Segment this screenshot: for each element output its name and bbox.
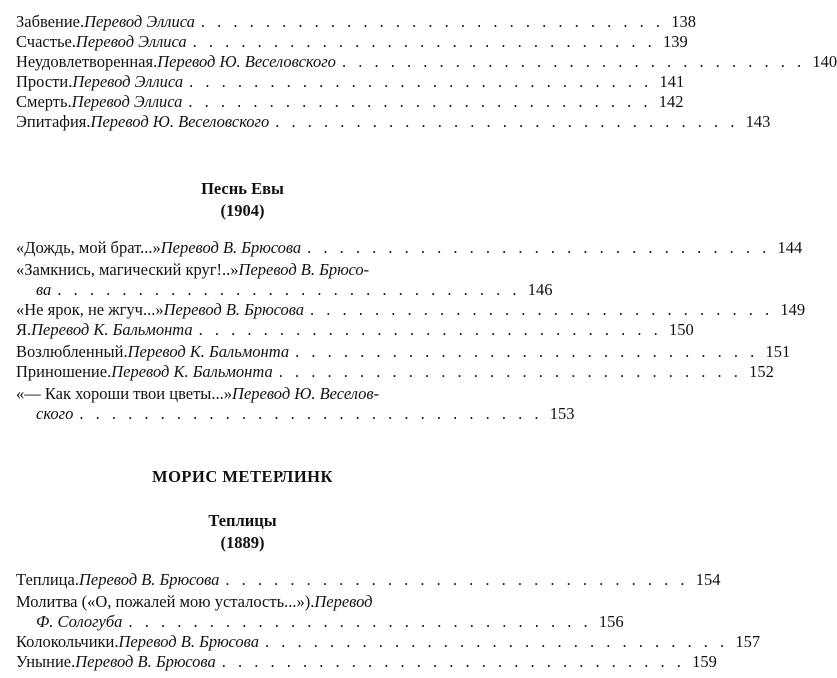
toc-entry-continuation xyxy=(36,280,553,300)
toc-entry xyxy=(16,52,837,72)
entry-title: Я. xyxy=(16,320,32,339)
toc-entry-continuation xyxy=(36,612,624,632)
entry-title: Неудовлетворенная. xyxy=(16,52,158,71)
toc-entry xyxy=(16,570,721,590)
leader-dots: . . . . . . . . . . . . . . . . . . . . . . . . . . . . . xyxy=(295,342,759,361)
entry-translator: Перевод В. Брюсова xyxy=(118,632,259,651)
leader-dots: . . . . . . . . . . . . . . . . . . . . . . . . . . . . . xyxy=(57,280,521,299)
entry-translator: Перевод К. Бальмонта xyxy=(111,362,273,381)
entry-title: Эпитафия. xyxy=(16,112,91,131)
entry-title: Молитва («О, пожалей мою усталость...»). xyxy=(16,592,315,611)
entry-translator: Перевод В. Брюсова xyxy=(75,652,216,671)
page-number: 152 xyxy=(749,362,774,381)
entry-title: «Не ярок, не жгуч...» xyxy=(16,300,164,319)
section-title: Теплицы xyxy=(208,511,277,530)
leader-dots: . . . . . . . . . . . . . . . . . . . . . . . . . . . . . xyxy=(278,362,742,381)
toc-entry xyxy=(16,592,471,612)
entry-title: Уныние. xyxy=(16,652,76,671)
leader-dots: . . . . . . . . . . . . . . . . . . . . . . . . . . . . . xyxy=(128,612,592,631)
leader-dots: . . . . . . . . . . . . . . . . . . . . . . . . . . . . . xyxy=(192,32,656,51)
section-year: (1904) xyxy=(220,201,265,220)
toc-entry xyxy=(16,112,771,132)
leader-dots: . . . . . . . . . . . . . . . . . . . . . . . . . . . . . xyxy=(189,72,653,91)
page-number: 153 xyxy=(549,404,575,423)
toc-entry xyxy=(16,260,471,280)
toc-entry xyxy=(16,12,696,32)
page-number: 138 xyxy=(671,12,696,31)
entry-title: Теплица. xyxy=(16,570,79,589)
leader-dots: . . . . . . . . . . . . . . . . . . . . . . . . . . . . . xyxy=(275,112,739,131)
entry-title: Счастье. xyxy=(16,32,76,51)
leader-dots: . . . . . . . . . . . . . . . . . . . . . . . . . . . . . xyxy=(307,238,771,257)
entry-title: «— Как хороши твои цветы...» xyxy=(16,384,233,403)
leader-dots: . . . . . . . . . . . . . . . . . . . . . . . . . . . . . xyxy=(341,52,806,71)
page-number: 156 xyxy=(598,612,624,631)
leader-dots: . . . . . . . . . . . . . . . . . . . . . . . . . . . . . xyxy=(200,12,664,31)
entry-translator: Перевод Ю. Веселовского xyxy=(90,112,270,131)
page-number: 157 xyxy=(735,632,761,651)
entry-translator: Перевод В. Брюсова xyxy=(163,300,305,319)
entry-title: Забвение. xyxy=(16,12,85,31)
toc-entry xyxy=(16,32,688,52)
leader-dots: . . . . . . . . . . . . . . . . . . . . . . . . . . . . . xyxy=(188,92,652,111)
toc-entry xyxy=(16,72,685,92)
entry-title: Смерть. xyxy=(16,92,72,111)
entry-translator: Перевод В. Брюсо- xyxy=(238,260,370,279)
page-number: 149 xyxy=(780,300,806,319)
section-year: (1889) xyxy=(220,533,265,552)
toc-entry xyxy=(16,320,694,340)
leader-dots: . . . . . . . . . . . . . . . . . . . . . . . . . . . . . xyxy=(221,652,685,671)
toc-entry xyxy=(16,652,717,672)
section-title: Песнь Евы xyxy=(201,179,284,198)
entry-translator: Перевод В. Брюсова xyxy=(78,570,220,589)
entry-translator: Перевод В. Брюсова xyxy=(160,238,302,257)
entry-translator-cont: ского xyxy=(36,404,74,423)
entry-translator: Перевод Эллиса xyxy=(75,32,187,51)
toc-entry xyxy=(16,238,803,258)
page-number: 139 xyxy=(663,32,688,51)
toc-entry xyxy=(16,92,684,112)
leader-dots: . . . . . . . . . . . . . . . . . . . . . . . . . . . . . xyxy=(225,570,689,589)
toc-entry xyxy=(16,300,806,320)
page-number: 142 xyxy=(658,92,684,111)
page-number: 143 xyxy=(745,112,771,131)
entry-translator: Перевод Ю. Веселов- xyxy=(232,384,380,403)
entry-title: Прости. xyxy=(16,72,73,91)
page-number: 144 xyxy=(777,238,803,257)
entry-translator: Перевод xyxy=(314,592,373,611)
entry-translator: Перевод Эллиса xyxy=(71,92,183,111)
author-heading: МОРИС МЕТЕРЛИНК xyxy=(152,467,333,486)
entry-translator: Перевод Эллиса xyxy=(84,12,195,31)
leader-dots: . . . . . . . . . . . . . . . . . . . . . . . . . . . . . xyxy=(264,632,729,651)
page-number: 150 xyxy=(669,320,694,339)
leader-dots: . . . . . . . . . . . . . . . . . . . . . . . . . . . . . xyxy=(198,320,662,339)
entry-title: Приношение. xyxy=(16,362,112,381)
entry-translator-cont: ва xyxy=(36,280,52,299)
entry-translator: Перевод К. Бальмонта xyxy=(31,320,193,339)
toc-entry-continuation xyxy=(36,404,575,424)
page-number: 146 xyxy=(527,280,553,299)
page-number: 140 xyxy=(812,52,837,71)
entry-title: «Замкнись, магический круг!..» xyxy=(16,260,239,279)
page-number: 159 xyxy=(692,652,717,671)
page-number: 141 xyxy=(659,72,685,91)
entry-translator: Перевод Эллиса xyxy=(72,72,184,91)
leader-dots: . . . . . . . . . . . . . . . . . . . . . . . . . . . . . xyxy=(310,300,774,319)
page-number: 154 xyxy=(695,570,721,589)
entry-translator: Перевод Ю. Веселовского xyxy=(157,52,336,71)
entry-title: Возлюбленный. xyxy=(16,342,128,361)
toc-entry xyxy=(16,362,774,382)
toc-entry xyxy=(16,342,791,362)
entry-title: Колокольчики. xyxy=(16,632,119,651)
leader-dots: . . . . . . . . . . . . . . . . . . . . . . . . . . . . . xyxy=(79,404,543,423)
toc-entry xyxy=(16,632,761,652)
page-number: 151 xyxy=(765,342,791,361)
entry-translator: Перевод К. Бальмонта xyxy=(127,342,290,361)
entry-translator-cont: Ф. Сологуба xyxy=(36,612,123,631)
entry-title: «Дождь, мой брат...» xyxy=(16,238,161,257)
toc-entry xyxy=(16,384,471,404)
